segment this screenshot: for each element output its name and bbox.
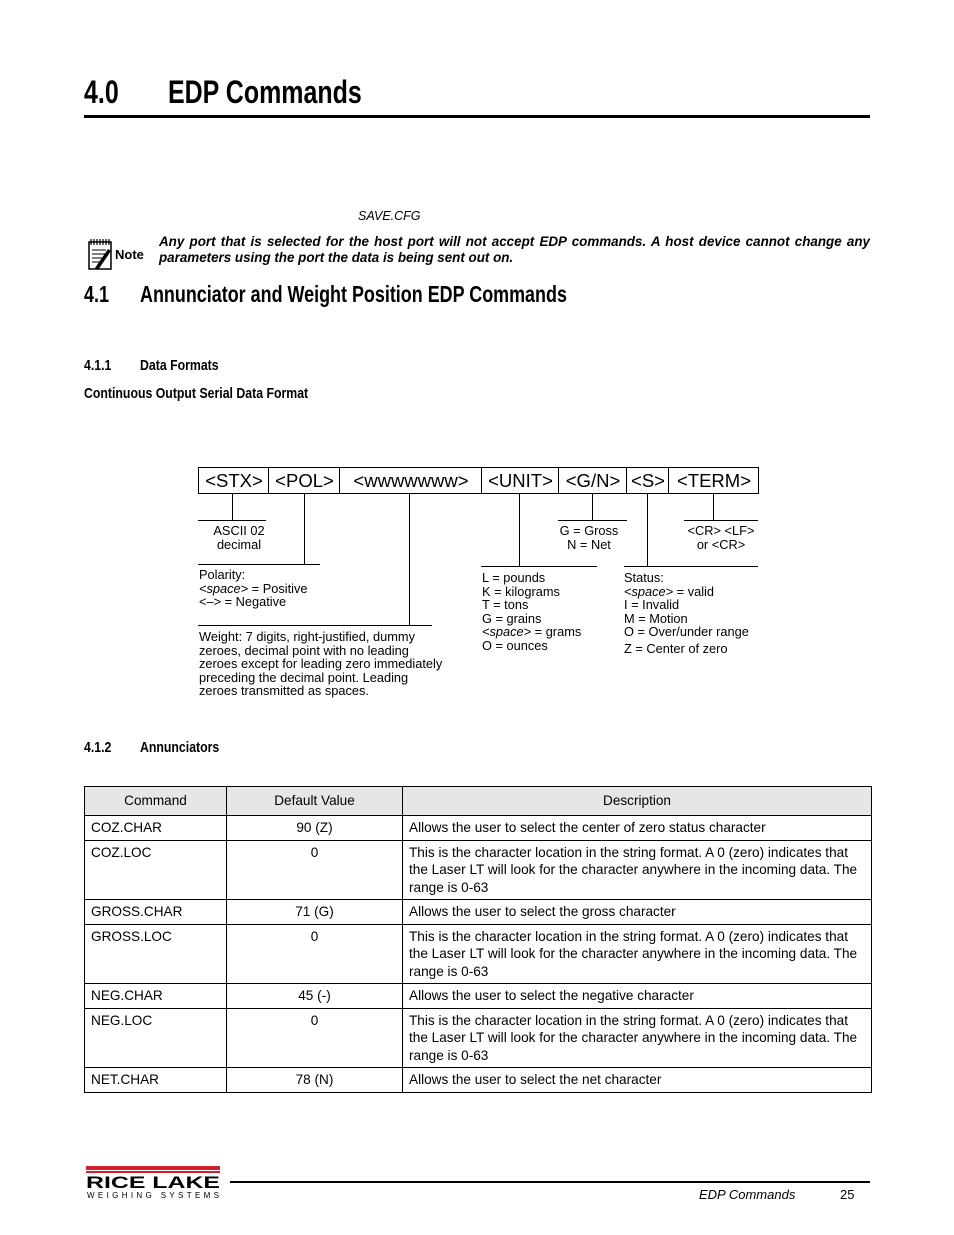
default-value-cell: 0 (227, 924, 403, 984)
table-row (85, 816, 872, 841)
subsection-number: 4.1.1 (84, 357, 112, 374)
table-row (85, 900, 872, 925)
field-pol: <POL> (275, 470, 334, 491)
section-title: Annunciator and Weight Position EDP Commands (140, 281, 567, 307)
gross-net-description: G = Gross N = Net (559, 523, 619, 552)
logo-stripe (86, 1166, 220, 1170)
note-label: Note (115, 247, 144, 262)
logo-wordmark: RICE LAKE (86, 1173, 220, 1192)
command-cell: NET.CHAR (85, 1068, 227, 1093)
chapter-number: 4.0 (84, 74, 119, 110)
subsection-number-annunciators: 4.1.2 (84, 739, 112, 756)
section-number: 4.1 (84, 281, 109, 307)
header-description: Description (403, 787, 872, 816)
status-description: Status: <space> = valid I = Invalid M = Motion O = Over/under range Z = Center of zero (624, 570, 749, 656)
logo-tagline: WEIGHING SYSTEMS (87, 1191, 219, 1200)
table-row (85, 1008, 872, 1068)
stx-description: ASCII 02 decimal (213, 523, 265, 552)
weight-description: Weight: 7 digits, right-justified, dummy zeroes, decimal point with no leading zeroes except for leading zero immediately preceding the decimal point. Leading zeroes transmitted as spaces. (199, 629, 443, 699)
description-cell: Allows the user to select the gross character (403, 900, 872, 925)
header-default-value: Default Value (227, 787, 403, 816)
field-gn: <G/N> (565, 470, 621, 491)
default-value-cell: 78 (N) (227, 1068, 403, 1093)
page-number: 25 (840, 1187, 855, 1202)
field-stx: <STX> (205, 470, 263, 491)
description-cell: This is the character location in the string format. A 0 (zero) indicates that the Laser LT will look for the character anywhere in the incoming data. The range is 0-63 (403, 924, 872, 984)
footer-rule (230, 1181, 870, 1183)
command-cell: COZ.LOC (85, 840, 227, 900)
description-cell: This is the character location in the string format. A 0 (zero) indicates that the Laser LT will look for the character anywhere in the incoming data. The range is 0-63 (403, 1008, 872, 1068)
command-cell: GROSS.LOC (85, 924, 227, 984)
command-cell: GROSS.CHAR (85, 900, 227, 925)
field-unit: <UNIT> (488, 470, 553, 491)
table-header-row (85, 787, 872, 816)
default-value-cell: 0 (227, 1008, 403, 1068)
subsection-title-annunciators: Annunciators (140, 739, 220, 756)
description-cell: This is the character location in the string format. A 0 (zero) indicates that the Laser LT will look for the character anywhere in the incoming data. The range is 0-63 (403, 840, 872, 900)
default-value-cell: 0 (227, 840, 403, 900)
save-cfg-text: SAVE.CFG (358, 209, 421, 223)
subsection-title: Data Formats (140, 357, 219, 374)
term-description: <CR> <LF> or <CR> (687, 523, 755, 552)
table-row (85, 924, 872, 984)
description-cell: Allows the user to select the negative character (403, 984, 872, 1009)
note-text: Any port that is selected for the host port will not accept EDP commands. A host device cannot change any parameters using the port the data is being sent out on. (159, 234, 870, 265)
command-cell: NEG.LOC (85, 1008, 227, 1068)
footer-section-name: EDP Commands (699, 1187, 796, 1202)
chapter-title: EDP Commands (168, 74, 362, 110)
table-row (85, 984, 872, 1009)
field-status: <S> (631, 470, 665, 491)
rice-lake-logo (86, 1166, 222, 1200)
default-value-cell: 45 (-) (227, 984, 403, 1009)
default-value-cell: 71 (G) (227, 900, 403, 925)
command-cell: NEG.CHAR (85, 984, 227, 1009)
field-weight: <wwwwwww> (353, 470, 469, 491)
format-subtitle: Continuous Output Serial Data Format (84, 385, 309, 402)
polarity-description: Polarity: <space> = Positive <–> = Negative (199, 567, 308, 610)
description-cell: Allows the user to select the center of zero status character (403, 816, 872, 841)
default-value-cell: 90 (Z) (227, 816, 403, 841)
table-row (85, 840, 872, 900)
field-term: <TERM> (676, 470, 752, 491)
header-command: Command (85, 787, 227, 816)
annunciators-table (84, 786, 872, 1093)
command-cell: COZ.CHAR (85, 816, 227, 841)
unit-description: L = pounds K = kilograms T = tons G = grains <space> = grams O = ounces (482, 570, 582, 653)
table-row (85, 1068, 872, 1093)
description-cell: Allows the user to select the net character (403, 1068, 872, 1093)
